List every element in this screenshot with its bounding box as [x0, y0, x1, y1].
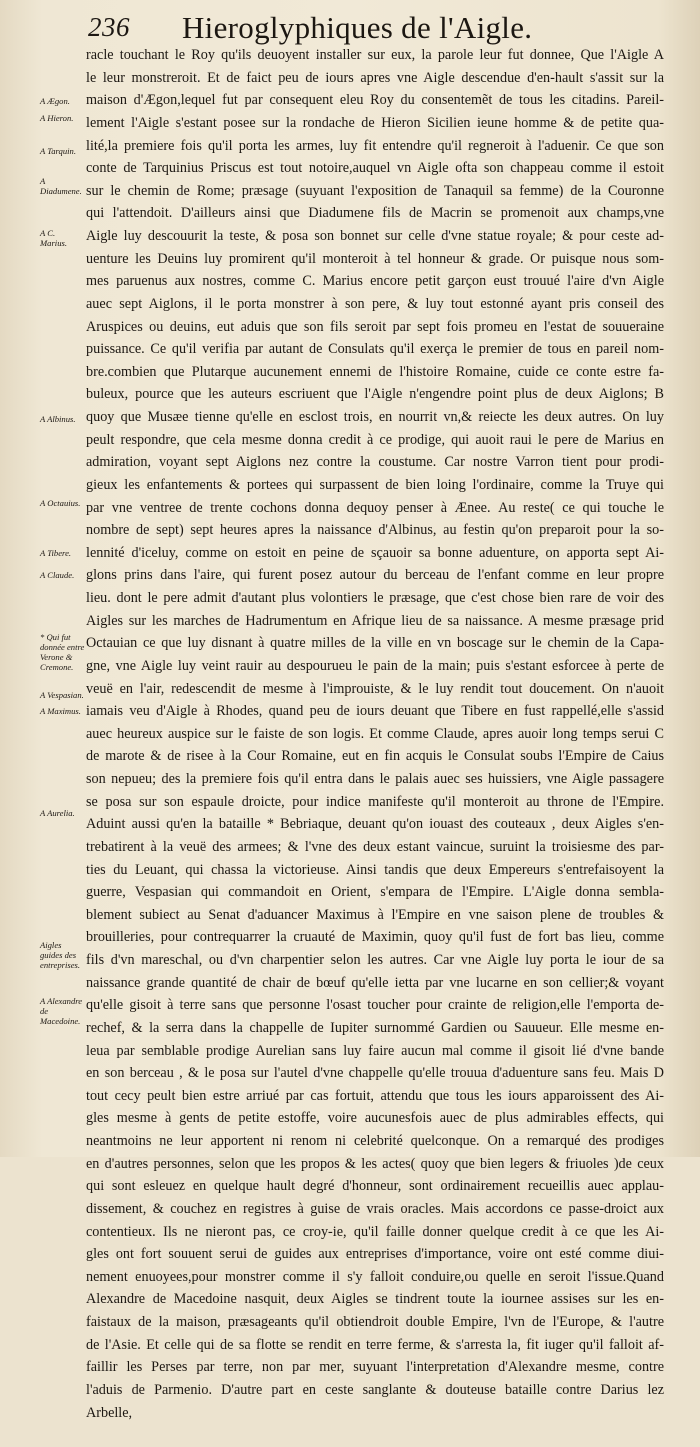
text-line: contentieux. Ils ne nieront pas, ce croy-ie, qu'il faille donner quelque credit à ce que les Ai-	[86, 1223, 664, 1240]
text-line: qui l'attendoit. D'ailleurs ainsi que Diadumene fils de Macrin se promenoit aux champs,vne	[86, 205, 664, 222]
text-line: sur le chemin de Rome; præsage (suyuant l'exposition de Tanaquil sa femme) de la Couronne	[86, 182, 664, 199]
margin-note: A Alexandre de Macedoine.	[40, 996, 83, 1026]
margin-note: A Tibere.	[40, 548, 72, 558]
text-line: guerre, Vespasian qui commandoit en Orient, s'empara de l'Empire. L'Aigle donna sembla-	[86, 884, 664, 901]
text-line: en d'autres personnes, selon que les propos & les actes( quoy que bien legers & friuoles )de ceux	[86, 1155, 664, 1172]
text-line: tout cecy peult bien estre arriué par cas fortuit, attendu que tous les iours apparoissent des Ai-	[86, 1087, 664, 1104]
text-line: se posa sur son espaule droicte, pour indice manifeste qu'il monteroit au throne de l'Empire.	[86, 793, 664, 810]
margin-note: A C. Marius.	[40, 228, 67, 248]
text-line: Aruspices ou deuins, eut aduis que son fils seroit par sept fois promeu en l'estat de souueraine	[86, 318, 664, 335]
margin-note: A Aurelia.	[40, 808, 75, 818]
text-line: bre.combien que Plutarque aucunement ennemi de l'histoire Romaine, cuide ce conte estre fa-	[86, 363, 664, 380]
text-line: Aigles sur les marches de Hadrumentum en Afrique lieu de sa naissance. A mesme præsage prid	[86, 612, 664, 629]
text-line: nombre de sept) sept heures apres la naissance d'Albinus, au festin qu'on preparoit pour la so-	[86, 522, 664, 539]
text-line: neantmoins ne leur apportent ni renom ni celebrité quelconque. On a remarqué des prodiges	[86, 1133, 664, 1149]
text-line: fils d'vn mareschal, ou d'vn charpentier selon les autres. Car vne Aigle luy porta le iour de sa	[86, 952, 664, 968]
text-line: faistaux de la maison, præsageants qu'il obtiendroit double Empire, l'vn de l'Europe, & l'autre	[86, 1314, 664, 1330]
text-line: lennité d'iceluy, comme on estoit en peine de sçauoir sa bonne aduenture, on apporta sept Ai-	[86, 544, 664, 561]
margin-note: A Maximus.	[40, 706, 81, 716]
text-line: maison d'Ægon,lequel fut par consequent eleu Roy du consentemẽt de tous les citadins. Pareil-	[86, 92, 664, 109]
text-line: de marote & de risee à la Cour Romaine, eut en fin acquis le Consulat soubs l'Empire de Caius	[86, 748, 664, 765]
margin-note: A Claude.	[40, 570, 75, 580]
margin-note: A Tarquin.	[40, 146, 76, 156]
text-line: nement enuoyees,pour monstrer comme il s'y falloit conduire,ou quelle en seroit l'issue.Quand	[86, 1268, 664, 1285]
text-line: brouilleries, pour contrequarrer la cruauté de Maximin, quoy qu'il fust de fort bas lieu, comme	[86, 929, 664, 946]
text-line: racle touchant le Roy qu'ils deuoyent installer sur eux, la parole leur fut donnee, Que l'Aigle A	[86, 47, 664, 63]
text-line: Arbelle,	[86, 1404, 133, 1421]
text-line: qu'elle gisoit à terre sans que personne l'osast toucher pour crainte de religion,elle l'emporta de-	[86, 997, 664, 1014]
text-line: iamais veu d'Aigle à Rhodes, quand peu de iours deuant que Tibere en fust rappellé,elle s'assid	[86, 703, 664, 720]
text-line: ties du Leuant, qui chassa la victorieuse. Ainsi tandis que deux Empereurs s'entrefaisoyent la	[86, 861, 664, 878]
text-line: puissance. Ce qu'il verifia par autant de Consulats qu'il exerça le premier de tous en pareil nom-	[86, 341, 664, 358]
text-line: Octauian ce que luy disnant à quatre milles de la ville en vn boscage sur le chemin de la Capa-	[86, 635, 664, 652]
text-line: buleux, pource que les auteurs escriuent que l'Aigle n'engendre point plus de deux Aiglons; B	[86, 386, 664, 403]
text-line: veuë en l'air, redescendit de mesme à l'improuiste, & le luy rendit tout doucement. On n'auoit	[86, 680, 664, 697]
margin-note: A Albinus.	[40, 414, 76, 424]
text-line: par vne ventree de trente cochons donna dequoy penser à Æneе. Au reste( ce qui touche le	[86, 499, 664, 516]
text-line: gne, vne Aigle luy veint rauir au despourueu le pain de la main; puis s'estant esforcee à perte de	[86, 657, 664, 674]
catchword	[86, 1424, 664, 1447]
text-line: auec heureux auspice sur le faiste de son logis. Et comme Claude, apres auoir long temps serui C	[86, 725, 664, 742]
text-line: en son berceau , & le posa sur l'autel d'vne chappelle qu'elle trouua d'aduenture sans feu. Mais D	[86, 1065, 664, 1082]
text-line: de l'Asie. Et celle qui de sa flotte se rendit en terre ferme, & s'arresta la, fit iuger qu'il falloit af-	[86, 1336, 664, 1353]
text-line: lement l'Aigle s'estant posee sur la rondache de Hieron Sicilien ieune homme & de petite qua-	[86, 114, 664, 131]
text-line: admiration, voyant sept Aiglons nez contre la coustume. Car nostre Varron tient pour prodi-	[86, 454, 664, 471]
margin-note: A Vespasian.	[40, 690, 84, 700]
text-line: lité,la premiere fois qu'il porta les armes, luy fit entendre qu'il regneroit à l'aduenir. Ce que son	[86, 137, 664, 154]
text-line: gles ont fort souuent serui de guides aux entreprises d'importance, voire ont esté comme diui-	[86, 1246, 664, 1263]
text-line: mes paruenus aux nostres, comme C. Marius encore petit garçon eust trouué l'aire d'vn Aigle	[86, 273, 664, 290]
text-line: conte de Tarquinius Priscus est tout notoire,auquel vn Aigle ofta son chappeau comme il estoit	[86, 160, 664, 177]
margin-note: A Octauius.	[40, 498, 81, 508]
page-header	[0, 10, 700, 46]
text-line: l'aduis de Parmenio. D'autre part en ceste sanglante & douteuse bataille contre Darius lez	[86, 1381, 664, 1398]
margin-note: * Qui fut donnée entre Verone & Cremone.	[40, 632, 85, 672]
running-title: Hieroglyphiques de l'Aigle.	[182, 10, 533, 45]
text-line: trebatirent à la veuë des armees; & l'vne des deux estant vaincue, suruint la troisiesme des par-	[86, 838, 664, 855]
margin-note: A Ægon.	[40, 96, 70, 106]
text-line: dissement, & couchez en registres à guise de vrais oracles. Mais accordons ce passe-droict aux	[86, 1200, 664, 1217]
text-line: Aigle luy descouurit la teste, & posa son bonnet sur celle d'vne statue royale; & pour ceste ad-	[86, 228, 664, 244]
text-line: rechef, & la serra dans la chappelle de Iupiter surnommé Gardien ou Sauueur. Elle mesme en-	[86, 1019, 664, 1036]
text-line: naissance grande quantité de chair de bœuf qu'elle ietta par vne lucarne en son cellier;& voyant	[86, 974, 664, 991]
text-line: Alexandre de Macedoine nasquit, deux Aigles se tindrent toute la iournee assises sur les en-	[86, 1291, 664, 1308]
text-line: glons prins dans l'aire, qui furent posez autour du berceau de l'enfant comme en leur propre	[86, 567, 664, 584]
text-line: blement subiect au Senat d'aduancer Maximus à l'Empire en vne saison plene de troubles &	[86, 906, 664, 923]
text-line: leua par semblable prodige Aurelian sans luy faire aucun mal comme il gisoit lié d'vne bande	[86, 1042, 664, 1059]
page-number: 236	[88, 12, 130, 42]
text-line: le leur monstreroit. Et de faict peu de iours apres vne Aigle descendue d'en-hault s'assit sur la	[86, 69, 664, 86]
margin-note: Aigles guides des entreprises.	[40, 940, 81, 970]
text-line: gieux les enfantements & portees qui surpassent de bien loing l'ordinaire, comme la Truye qui	[86, 476, 664, 493]
text-line: uenture les Deuins luy promirent qu'il monteroit à tel honneur & grade. Or puisque nous som-	[86, 250, 664, 267]
text-line: quoy que Musæe tienne qu'elle en esclost trois, en nourrit vn,& reiecte les deux autres. On luy	[86, 409, 664, 425]
text-line: peult respondre, que cela mesme donna credit à ce prodige, qui auoit raui le pere de Marius en	[86, 431, 664, 448]
text-line: gles mesme à gents de petite estoffe, voire aucunesfois auec de plus admirables effects, qui	[86, 1110, 664, 1127]
text-line: auec sept Aiglons, il le porta monstrer à son pere, & luy tout estonné ayant pris conseil des	[86, 295, 664, 312]
text-line: qui sont esleuez en quelque hault degré d'honneur, sont ordinairement recueillis auec applau-	[86, 1178, 664, 1195]
text-line: son nepueu; des la premiere fois qu'il entra dans le palais auec ses huissiers, vne Aigle passagere	[86, 771, 664, 787]
text-line: Aduint aussi qu'en la bataille * Bebriaque, deuant qu'on iouast des couteaux , deux Aigles s'en-	[86, 816, 664, 833]
text-line: faillir les Perses par terre, non par mer, suyuant l'interpretation d'Alexandre mesme, contre	[86, 1359, 664, 1376]
margin-note: A Diadumene.	[40, 176, 82, 196]
text-line: lieu. dont le pere admit d'autant plus volontiers le præsage, que c'est chose bien rare de voir des	[86, 590, 664, 606]
margin-note: A Hieron.	[40, 113, 74, 123]
body-text	[86, 44, 664, 1447]
margin-notes	[0, 44, 84, 1144]
